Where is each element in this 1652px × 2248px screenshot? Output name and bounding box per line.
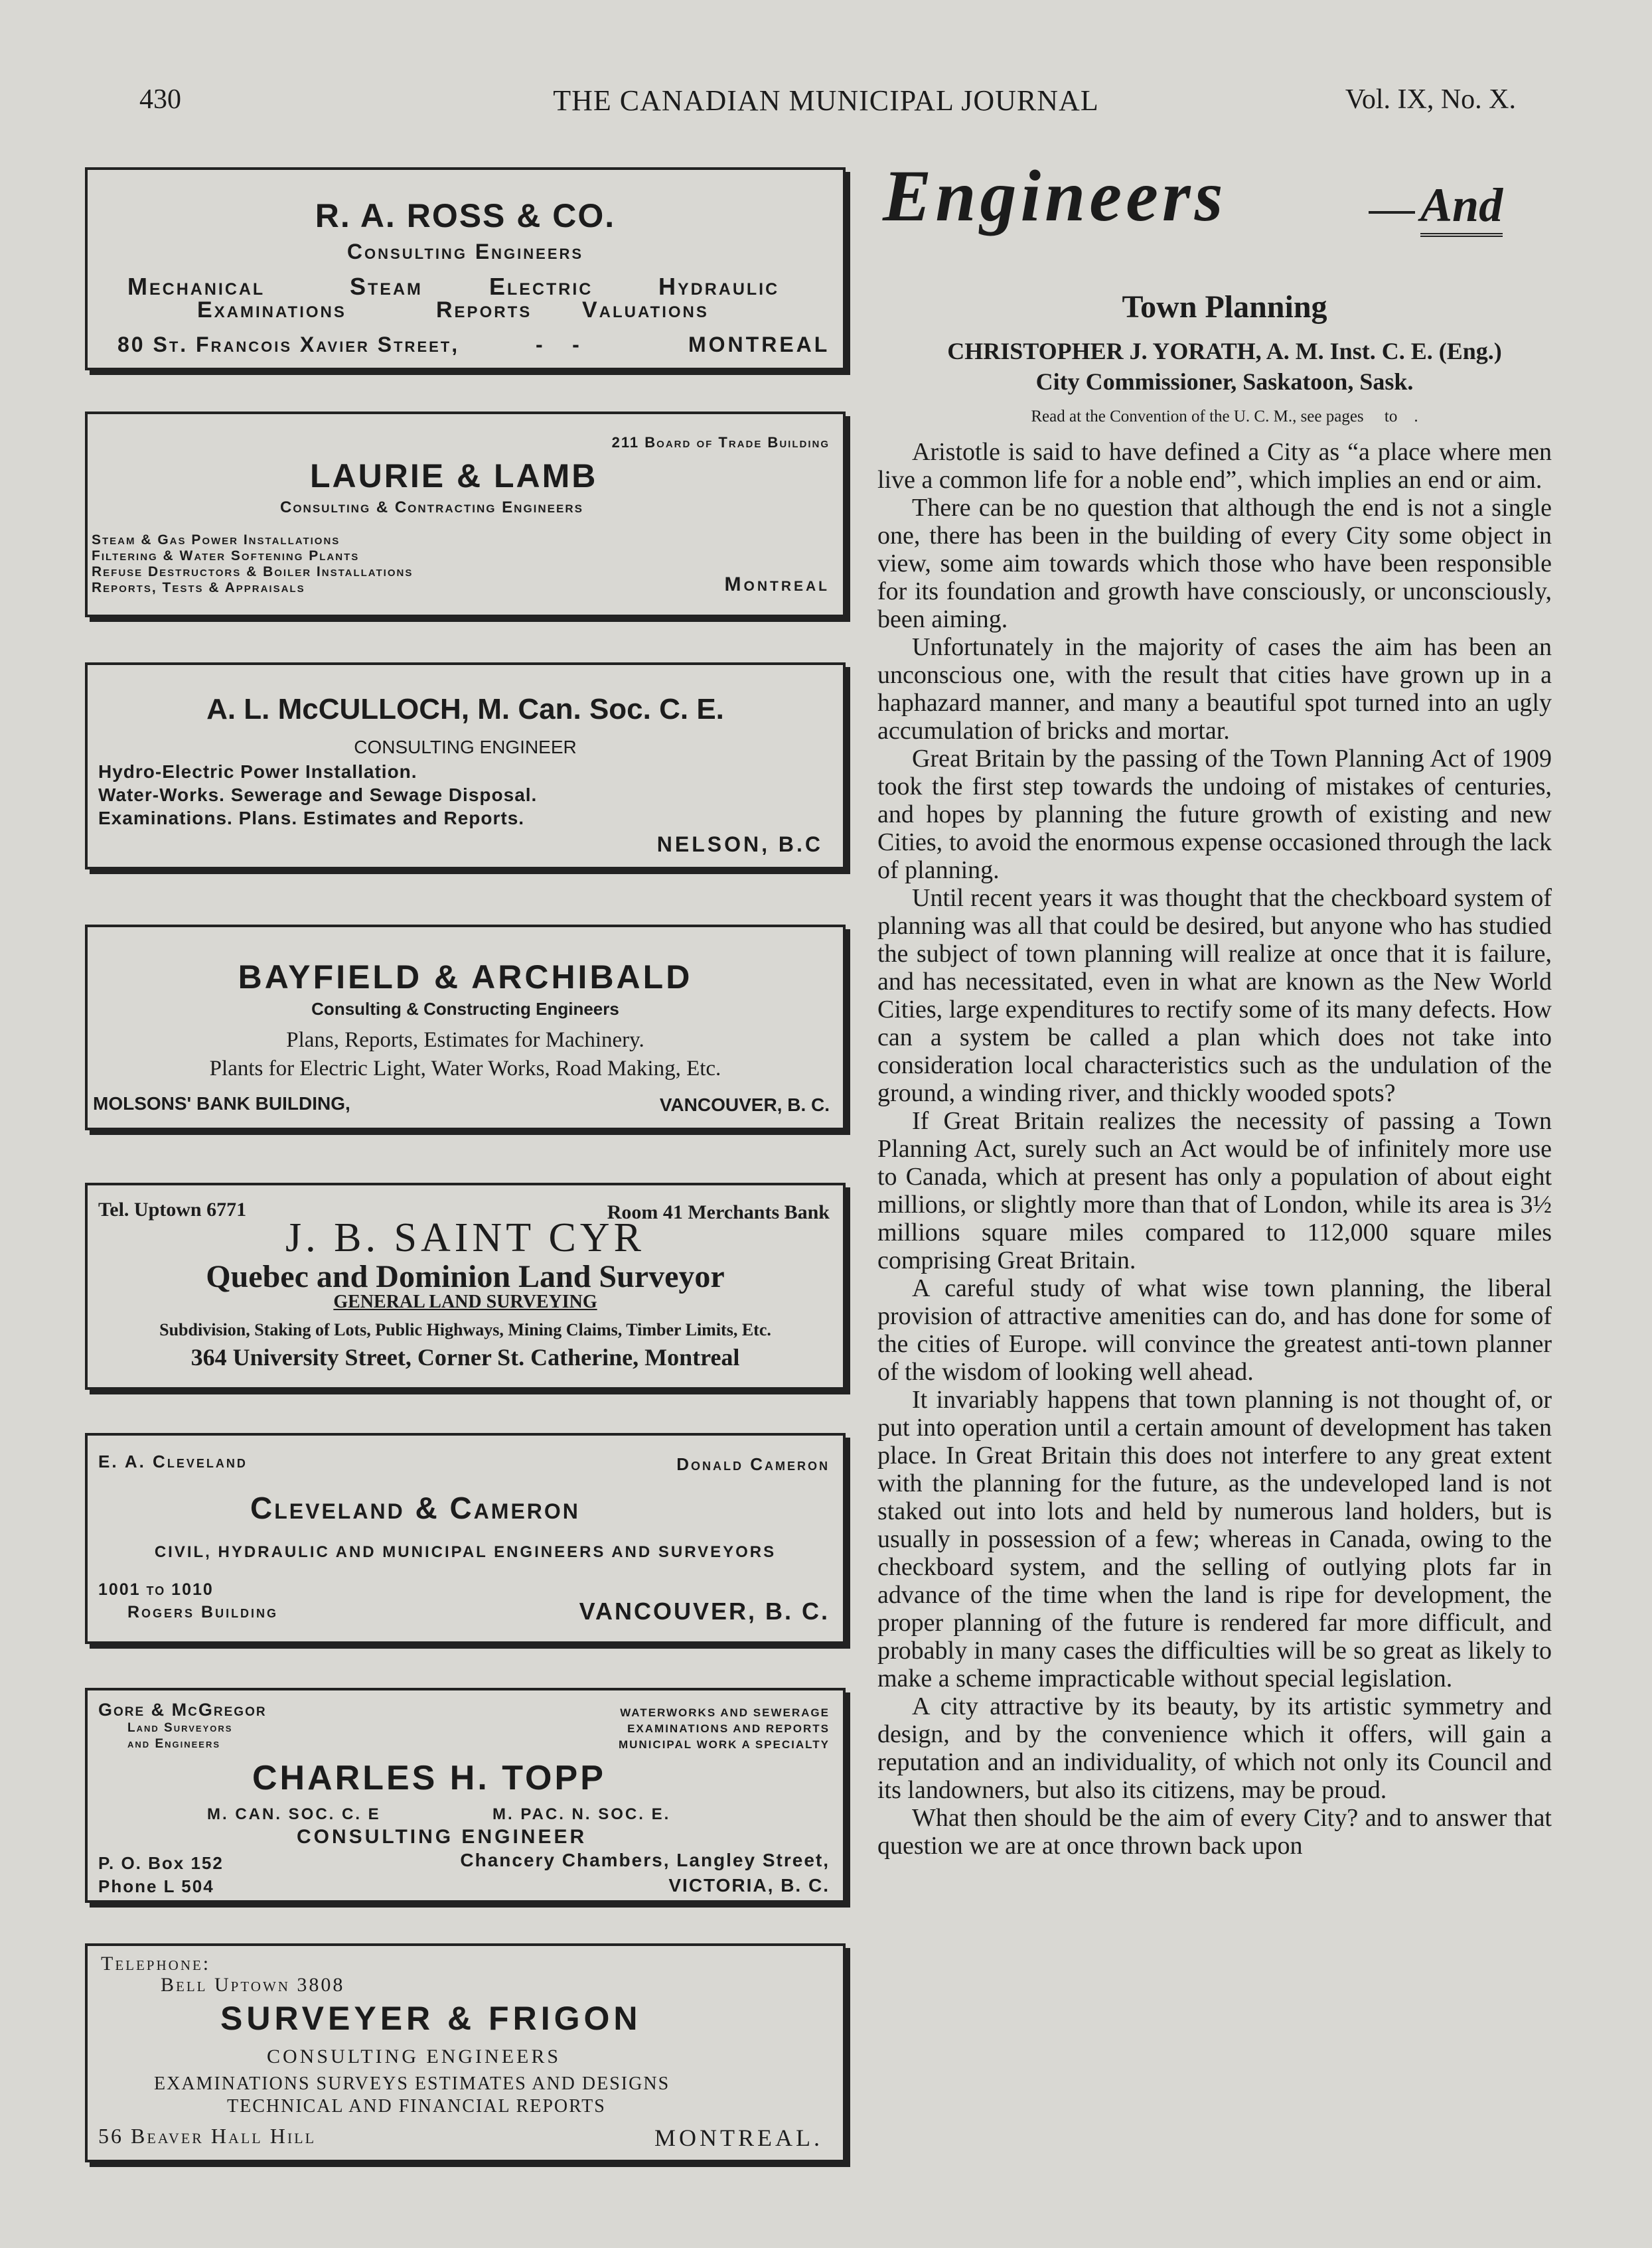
ad-surveyer-subtitle: CONSULTING ENGINEERS bbox=[267, 2046, 562, 2067]
ad-ross-service: Examinations bbox=[197, 297, 346, 323]
ad-mcculloch bbox=[85, 662, 846, 869]
ad-laurie-line: Filtering & Water Softening Plants bbox=[92, 548, 360, 563]
article-author-position: City Commissioner, Saskatoon, Sask. bbox=[1035, 368, 1414, 395]
ad-ross-service: Reports bbox=[436, 297, 532, 323]
page-number: 430 bbox=[139, 84, 181, 115]
ad-topp-left1: Gore & McGregor bbox=[98, 1700, 267, 1720]
ad-mcculloch-line: Examinations. Plans. Estimates and Reports. bbox=[98, 808, 525, 828]
article-paragraph: If Great Britain realizes the necessity of passing a Town Planning Act, surely such an Act would be of infinitely more use to Canada, which at present has only a population of about eight millions, or slightly more than that of London, while its area is 3½ millions square miles compared to 112,000 square miles comprising Great Britain. bbox=[877, 1107, 1552, 1274]
article-body bbox=[877, 438, 1552, 1860]
article-paragraph: It invariably happens that town planning is not thought of, or put into operation until a certain amount of development has taken place. In Great Britain this does not interfere to any great extent with the planning for the future, as the undeveloped land is not staked out into lots and held by numerous land holders, but is usually in possession of a few; whereas in Canada, owing to the checkboard system, and the selling of outlying plots far in advance of the time when the land is ripe for development, the proper planning of the future is rendered far more difficult, and probably in many cases the difficulties will be so great as likely to make a scheme impracticable without special legislation. bbox=[877, 1386, 1552, 1692]
article-note: Read at the Convention of the U. C. M., see pages to . bbox=[1031, 408, 1418, 425]
ad-ross-name: R. A. ROSS & CO. bbox=[315, 197, 616, 234]
ad-topp-cred1: M. CAN. SOC. C. E bbox=[207, 1805, 381, 1823]
ad-topp-chambers: Chancery Chambers, Langley Street, bbox=[460, 1850, 830, 1870]
ad-saintcyr-name: J. B. SAINT CYR bbox=[285, 1215, 645, 1260]
ad-mcculloch-subtitle: CONSULTING ENGINEER bbox=[354, 737, 577, 757]
ad-ross-service: Valuations bbox=[582, 297, 709, 323]
ad-laurie-line: Refuse Destructors & Boiler Installations bbox=[92, 564, 413, 579]
ad-surveyer-line1: EXAMINATIONS SURVEYS ESTIMATES AND DESIGNS bbox=[154, 2073, 670, 2094]
ad-bayfield-city: VANCOUVER, B. C. bbox=[659, 1094, 830, 1115]
ad-cleveland-partner1: E. A. Cleveland bbox=[98, 1452, 248, 1471]
ad-ross-dash: - - bbox=[536, 333, 579, 356]
ad-laurie-subtitle: Consulting & Contracting Engineers bbox=[280, 498, 583, 516]
article-paragraph: Great Britain by the passing of the Town Planning Act of 1909 took the first step towards the undoing of mistakes of centuries, and hopes by planning the future growth of existing and new Cities, to avoid the enormous expense occasioned through the lack of planning. bbox=[877, 745, 1552, 884]
issue-number: Vol. IX, No. X. bbox=[1345, 84, 1516, 115]
ad-cleveland bbox=[85, 1433, 846, 1644]
article-title: Town Planning bbox=[1122, 289, 1327, 325]
ad-cleveland-name: Cleveland & Cameron bbox=[250, 1491, 580, 1525]
ad-topp-left3: and Engineers bbox=[127, 1737, 221, 1751]
ad-cleveland-rooms: 1001 to 1010 bbox=[98, 1580, 214, 1599]
journal-title: THE CANADIAN MUNICIPAL JOURNAL bbox=[553, 84, 1099, 117]
ad-ross-subtitle: Consulting Engineers bbox=[346, 240, 584, 263]
ad-saintcyr-room: Room 41 Merchants Bank bbox=[607, 1201, 830, 1223]
ad-bayfield-building: MOLSONS' BANK BUILDING, bbox=[93, 1093, 350, 1114]
ad-cleveland-subtitle: CIVIL, HYDRAULIC AND MUNICIPAL ENGINEERS AND SURVEYORS bbox=[154, 1543, 777, 1561]
ad-topp-city: VICTORIA, B. C. bbox=[668, 1875, 830, 1896]
ad-ross bbox=[85, 167, 846, 370]
ad-saintcyr-tel: Tel. Uptown 6771 bbox=[98, 1199, 247, 1221]
ad-cleveland-partner2: Donald Cameron bbox=[676, 1454, 830, 1474]
ad-ross-service: Electric bbox=[489, 273, 593, 300]
article-paragraph: A city attractive by its beauty, by its artistic symmetry and design, and by the convenience which it offers, will gain a reputation and an individuality, of which not only its Council and its landowners, but also its citizens, may be proud. bbox=[877, 1692, 1552, 1804]
ad-surveyer-city: MONTREAL. bbox=[654, 2125, 823, 2151]
article-heading-and: And bbox=[1420, 178, 1503, 237]
ad-topp-cred2: M. PAC. N. SOC. E. bbox=[492, 1805, 671, 1823]
ad-ross-service: Mechanical bbox=[127, 273, 265, 300]
ad-ross-service: Hydraulic bbox=[658, 273, 780, 300]
ad-topp-left2: Land Surveyors bbox=[127, 1721, 233, 1735]
ad-saintcyr-address: 364 University Street, Corner St. Catherine, Montreal bbox=[190, 1344, 740, 1371]
ad-laurie-line: Steam & Gas Power Installations bbox=[92, 532, 340, 548]
article-paragraph: Until recent years it was thought that the checkboard system of planning was all that could be desired, but anyone who has studied the subject of town planning will realize at once that it is failure, and has necessitated, even in what are known as the New World Cities, large expenditures to rectify some of its many defects. How can a system be called a plan which does not take into consideration local characteristics such as the undulation of the ground, a winding river, and thickly wooded spots? bbox=[877, 884, 1552, 1107]
ad-laurie-line: Reports, Tests & Appraisals bbox=[92, 580, 305, 595]
ad-laurie-city: Montreal bbox=[724, 573, 830, 595]
ad-surveyer bbox=[85, 1943, 846, 2162]
ad-bayfield bbox=[85, 925, 846, 1130]
article-paragraph: Unfortunately in the majority of cases the aim has been an unconscious one, with the result that cities have grown up in a haphazard manner, and many a beautiful spot turned into an ugly accumulation of bricks and mortar. bbox=[877, 633, 1552, 745]
ad-topp-right1: WATERWORKS AND SEWERAGE bbox=[620, 1706, 830, 1719]
ad-saintcyr-title: Quebec and Dominion Land Surveyor bbox=[206, 1259, 725, 1294]
ad-ross-address: 80 St. Francois Xavier Street, bbox=[117, 333, 460, 356]
article-author: CHRISTOPHER J. YORATH, A. M. Inst. C. E. (Eng.) bbox=[947, 338, 1502, 364]
ad-cleveland-city: VANCOUVER, B. C. bbox=[579, 1598, 830, 1625]
ad-ross-city: MONTREAL bbox=[688, 333, 830, 356]
ad-surveyer-tel: Bell Uptown 3808 bbox=[161, 1974, 345, 1996]
ad-laurie bbox=[85, 412, 846, 617]
ad-ross-service: Steam bbox=[350, 273, 423, 300]
ad-surveyer-line2: TECHNICAL AND FINANCIAL REPORTS bbox=[227, 2096, 606, 2117]
ad-mcculloch-name: A. L. McCULLOCH, M. Can. Soc. C. E. bbox=[206, 693, 724, 725]
ad-mcculloch-line: Water-Works. Sewerage and Sewage Disposal. bbox=[98, 785, 538, 805]
ad-topp bbox=[85, 1688, 846, 1903]
ad-surveyer-address: 56 Beaver Hall Hill bbox=[98, 2124, 317, 2148]
ad-topp-phone: Phone L 504 bbox=[98, 1876, 214, 1896]
ad-saintcyr-services: Subdivision, Staking of Lots, Public Highways, Mining Claims, Timber Limits, Etc. bbox=[159, 1320, 771, 1339]
ad-topp-right2: EXAMINATIONS AND REPORTS bbox=[627, 1722, 830, 1735]
article-paragraph: There can be no question that although the end is not a single one, there has been in the building of every City some object in view, some aim towards which those who have been responsible for its foundation and growth have consciously, or unconsciously, been aiming. bbox=[877, 494, 1552, 633]
article-heading-dash bbox=[1369, 211, 1415, 214]
ad-surveyer-name: SURVEYER & FRIGON bbox=[220, 2000, 642, 2037]
article-paragraph: What then should be the aim of every City? and to answer that question we are at once thrown back upon bbox=[877, 1804, 1552, 1860]
ad-laurie-building: 211 Board of Trade Building bbox=[611, 434, 830, 451]
ad-mcculloch-city: NELSON, B.C bbox=[656, 832, 823, 856]
ad-bayfield-name: BAYFIELD & ARCHIBALD bbox=[238, 958, 693, 996]
article-paragraph: A careful study of what wise town planning, the liberal provision of attractive amenities can do, and has done for some of the cities of Europe. will convince the greatest anti-town planner of the wisdom of looking well ahead. bbox=[877, 1274, 1552, 1386]
ad-topp-subtitle: CONSULTING ENGINEER bbox=[297, 1826, 587, 1848]
ad-mcculloch-line: Hydro-Electric Power Installation. bbox=[98, 761, 417, 782]
ad-bayfield-subtitle: Consulting & Constructing Engineers bbox=[311, 999, 619, 1019]
ad-saintcyr-general: GENERAL LAND SURVEYING bbox=[333, 1292, 597, 1312]
article-heading: Engineers bbox=[883, 155, 1227, 236]
ad-topp-box: P. O. Box 152 bbox=[98, 1853, 224, 1873]
ad-saintcyr bbox=[85, 1183, 846, 1390]
ad-bayfield-line1: Plans, Reports, Estimates for Machinery. bbox=[286, 1028, 644, 1052]
ad-topp-name: CHARLES H. TOPP bbox=[252, 1759, 606, 1797]
ad-cleveland-building: Rogers Building bbox=[127, 1603, 279, 1621]
ad-surveyer-tel-label: Telephone: bbox=[101, 1953, 211, 1975]
ad-laurie-name: LAURIE & LAMB bbox=[310, 457, 598, 494]
article-paragraph: Aristotle is said to have defined a City as “a place where men live a common life for a noble end”, which implies an end or aim. bbox=[877, 438, 1552, 494]
ad-bayfield-line2: Plants for Electric Light, Water Works, Road Making, Etc. bbox=[209, 1057, 721, 1081]
ad-topp-right3: MUNICIPAL WORK A SPECIALTY bbox=[618, 1738, 830, 1751]
